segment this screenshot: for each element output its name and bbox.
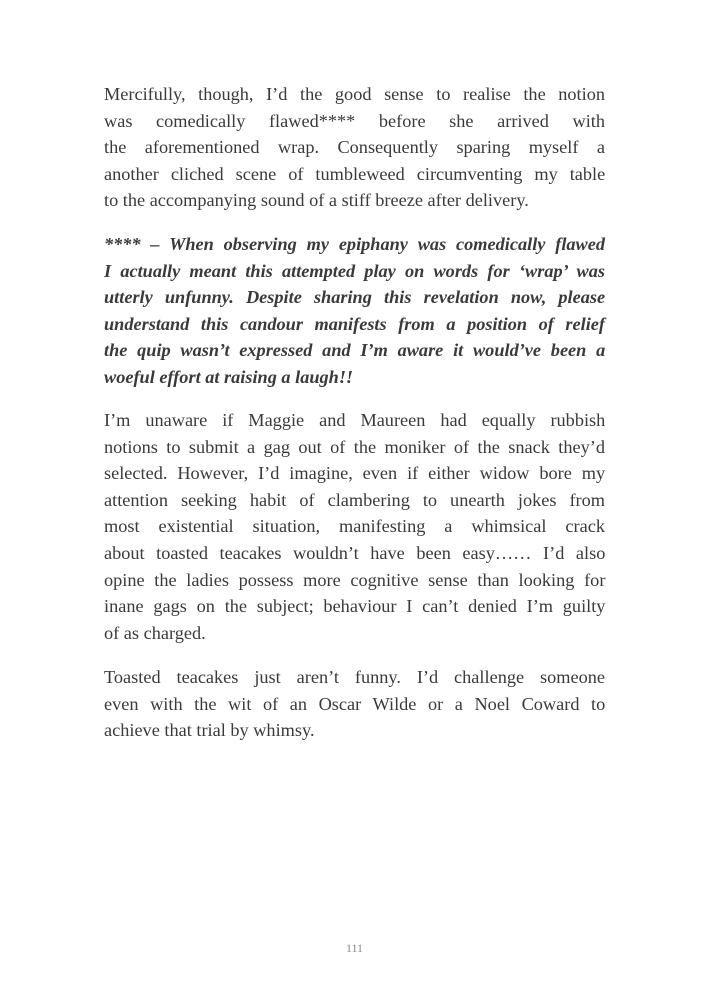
- text-line: another cliched scene of tumbleweed circumventing my table: [104, 163, 606, 184]
- text-line: even with the wit of an Oscar Wilde or a Noel Coward to: [104, 693, 606, 714]
- text-line: the quip wasn’t expressed and I’m aware it would’ve been a: [104, 340, 606, 361]
- text-line: utterly unfunny. Despite sharing this revelation now, please: [104, 287, 606, 308]
- text-line: to the accompanying sound of a stiff breeze after delivery.: [104, 190, 529, 211]
- paragraph-maggie-maureen: [104, 407, 605, 646]
- text-line: Mercifully, though, I’d the good sense to realise the notion: [104, 84, 605, 104]
- text-line: the aforementioned wrap. Consequently sparing myself a: [104, 137, 605, 158]
- text-line: I actually meant this attempted play on words for ‘wrap’ was: [104, 260, 605, 281]
- paragraph-tumbleweed: [104, 81, 605, 214]
- text-line: Toasted teacakes just aren’t funny. I’d challenge someone: [104, 667, 605, 687]
- text-line: understand this candour manifests from a position of relief: [104, 313, 605, 334]
- text-line: notions to submit a gag out of the moniker of the snack they’d: [104, 436, 605, 457]
- text-line: attention seeking habit of clambering to unearth jokes from: [104, 489, 605, 510]
- paragraph-toasted-teacakes: [104, 664, 605, 744]
- text-line: selected. However, I’d imagine, even if either widow bore my: [104, 463, 606, 484]
- page-number: 111: [345, 941, 364, 955]
- text-line: I’m unaware if Maggie and Maureen had equally rubbish: [104, 410, 606, 430]
- text-line: most existential situation, manifesting a whimsical crack: [104, 516, 605, 537]
- text-line: achieve that trial by whimsy.: [104, 720, 315, 741]
- text-line: was comedically flawed**** before she arrived with: [104, 110, 605, 131]
- text-line: **** – When observing my epiphany was comedically flawed: [104, 234, 605, 254]
- footnote-paragraph: [104, 231, 605, 391]
- text-line: about toasted teacakes wouldn’t have been easy…… I’d also: [104, 542, 606, 563]
- text-line: of as charged.: [104, 622, 206, 643]
- text-line: opine the ladies possess more cognitive sense than looking for: [104, 569, 606, 590]
- text-line: woeful effort at raising a laugh!!: [104, 366, 354, 387]
- text-line: inane gags on the subject; behaviour I can’t denied I’m guilty: [104, 596, 606, 617]
